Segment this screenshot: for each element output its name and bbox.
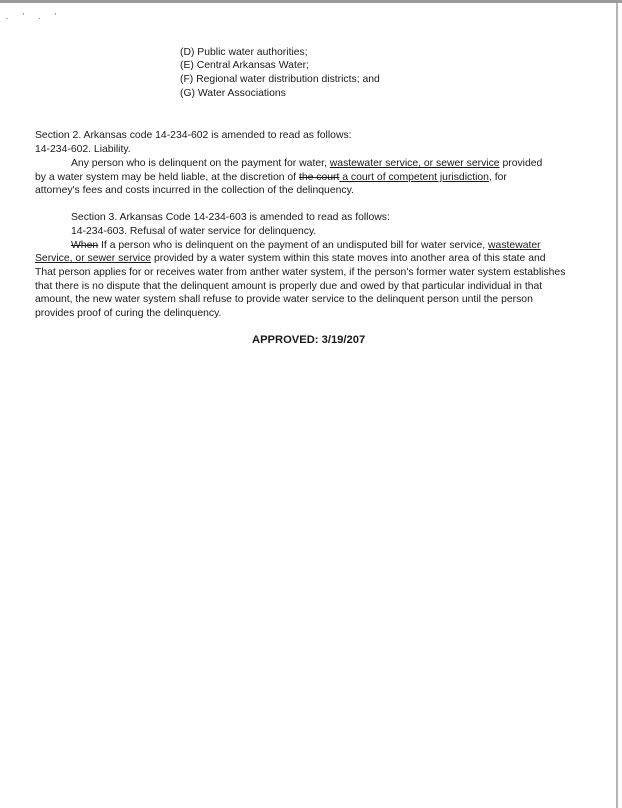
scan-top-border	[0, 0, 622, 3]
scan-right-edge	[616, 3, 618, 808]
section3-heading: Section 3. Arkansas Code 14-234-603 is amended to read as follows:	[71, 212, 390, 223]
text-run: provided	[499, 158, 543, 169]
list-item-e: (E) Central Arkansas Water;	[180, 60, 309, 71]
section3-subheading: 14-234-603. Refusal of water service for delinquency.	[71, 226, 317, 237]
section2-subheading: 14-234-602. Liability.	[35, 144, 131, 155]
section3-line-1	[71, 239, 541, 252]
struck-text: When	[71, 240, 99, 251]
section3-line-2	[35, 252, 546, 265]
section3-line-5: amount, the new water system shall refuse to provide water service to the delinquent person until the person	[35, 294, 533, 305]
section2-line-3: attorney's fees and costs incurred in the collection of the delinquency.	[35, 185, 354, 196]
inserted-text: wastewater service, or sewer service	[329, 158, 500, 169]
section2-line-1	[71, 157, 542, 170]
scan-marks: . ' . '	[6, 12, 63, 21]
section3-line-6: provides proof of curing the delinquency.	[35, 308, 222, 319]
section2-heading: Section 2. Arkansas code 14-234-602 is amended to read as follows:	[35, 130, 352, 141]
list-item-g: (G) Water Associations	[180, 88, 286, 99]
section3-line-4: that there is no dispute that the delinquent amount is properly due and owed by that particular individual in that	[35, 281, 543, 292]
text-run: If a person who is delinquent on the payment of an undisputed bill for water service,	[98, 240, 489, 251]
text-run: by a water system may be held liable, at the discretion of	[35, 172, 299, 183]
text-run: provided by a water system within this state moves into another area of this state and	[151, 253, 546, 264]
list-item-f: (F) Regional water distribution districts; and	[180, 74, 380, 85]
struck-text: the court	[298, 172, 340, 183]
section2-line-2	[35, 171, 507, 184]
inserted-text: wastewater	[488, 240, 541, 251]
text-run: , for	[488, 172, 507, 183]
inserted-text: Service, or sewer service	[35, 253, 152, 264]
approved-stamp: APPROVED: 3/19/207	[252, 334, 366, 346]
text-run: Any person who is delinquent on the payment for water,	[71, 158, 330, 169]
section3-line-3: That person applies for or receives water from anther water system, if the person's former water system establishes	[35, 267, 566, 278]
inserted-text: a court of competent jurisdiction	[339, 172, 489, 183]
list-item-d: (D) Public water authorities;	[180, 47, 308, 58]
